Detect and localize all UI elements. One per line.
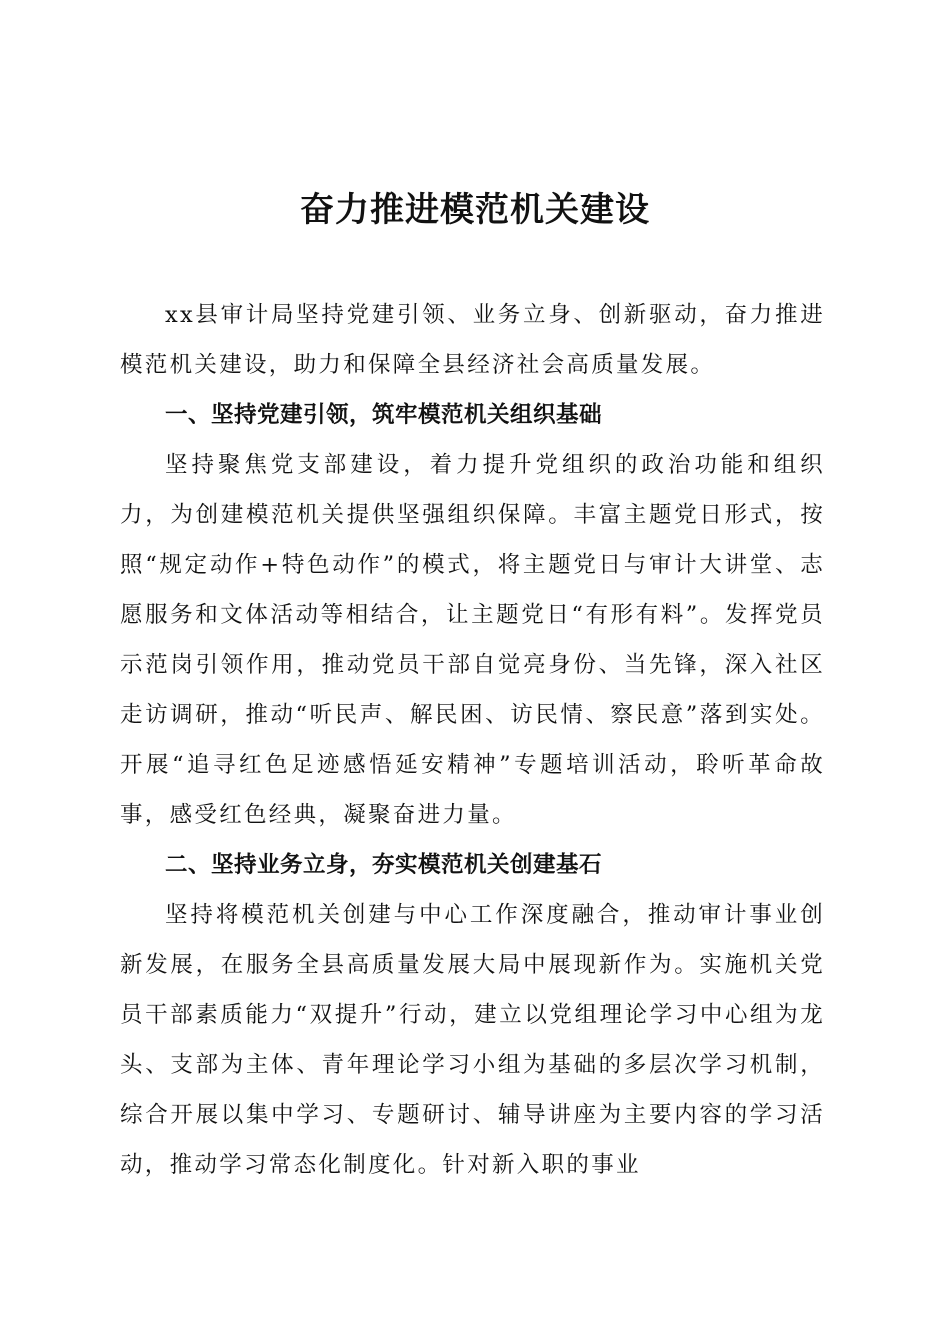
section-paragraph-1: 坚持聚焦党支部建设，着力提升党组织的政治功能和组织力，为创建模范机关提供坚强组织保障。丰富主题党日形式，按照“规定动作+特色动作”的模式，将主题党日与审计大讲堂、志愿服务和文体活动等相结合，让主题党日“有形有料”。发挥党员示范岗引领作用，推动党员干部自觉亮身份、当先锋，深入社区走访调研，推动“听民声、解民困、访民情、察民意”落到实处。开展“追寻红色足迹感悟延安精神”专题培训活动，聆听革命故事，感受红色经典，凝聚奋进力量。: [120, 452, 825, 828]
section-heading-1: 一、坚持党建引领，筑牢模范机关组织基础: [165, 402, 603, 428]
intro-paragraph: xx县审计局坚持党建引领、业务立身、创新驱动，奋力推进模范机关建设，助力和保障全县经济社会高质量发展。: [120, 302, 825, 378]
section-paragraph-2: 坚持将模范机关创建与中心工作深度融合，推动审计事业创新发展，在服务全县高质量发展大局中展现新作为。实施机关党员干部素质能力“双提升”行动，建立以党组理论学习中心组为龙头、支部为主体、青年理论学习小组为基础的多层次学习机制，综合开展以集中学习、专题研讨、辅导讲座为主要内容的学习活动，推动学习常态化制度化。针对新入职的事业: [120, 902, 825, 1178]
document-body: [120, 290, 825, 1190]
section-heading-2: 二、坚持业务立身，夯实模范机关创建基石: [165, 852, 603, 878]
document-title: 奋力推进模范机关建设: [300, 190, 650, 230]
